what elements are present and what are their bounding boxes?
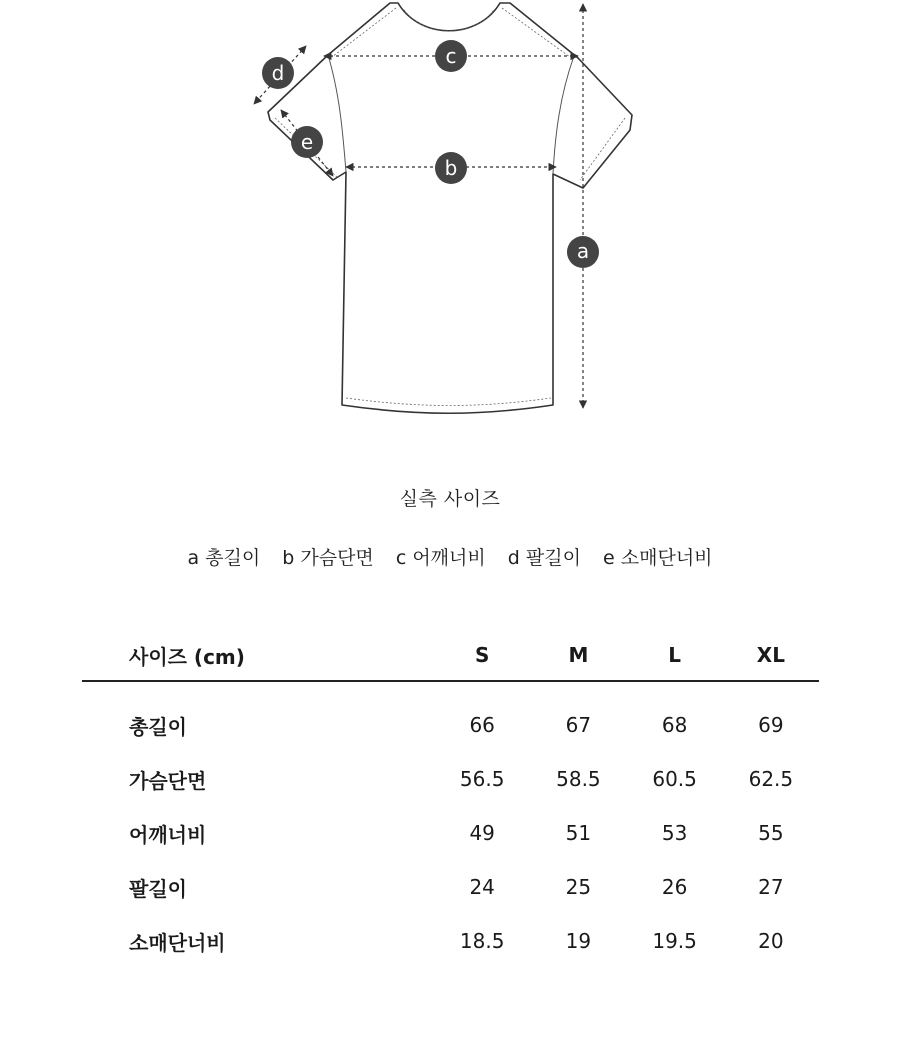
badge-c-label: c <box>445 44 457 68</box>
table-cell: 60.5 <box>652 767 697 791</box>
table-cell: 69 <box>758 713 784 737</box>
header-size-l: L <box>627 630 723 681</box>
badge-d-label: d <box>271 61 285 85</box>
table-cell: 55 <box>758 821 784 845</box>
table-cell: 67 <box>565 713 592 737</box>
row-label: 소매단너비 <box>129 930 226 955</box>
table-cell: 66 <box>469 713 495 737</box>
table-cell: 58.5 <box>556 767 601 791</box>
header-size-m: M <box>530 630 626 681</box>
legend-label: 소매단너비 <box>620 547 713 569</box>
row-label: 팔길이 <box>129 876 187 901</box>
table-row <box>82 681 819 752</box>
table-row <box>82 752 819 806</box>
table-row <box>82 914 819 968</box>
header-size-xl: XL <box>723 630 819 681</box>
table-cell: 19 <box>565 929 592 953</box>
table-cell: 18.5 <box>459 929 505 953</box>
table-cell: 20 <box>758 929 784 953</box>
row-label: 어깨너비 <box>129 822 207 847</box>
table-cell: 62.5 <box>748 767 794 791</box>
legend-label: 팔길이 <box>525 547 581 569</box>
table-header-row <box>82 630 819 681</box>
legend-label: 총길이 <box>205 547 261 569</box>
legend-key: b <box>282 547 295 569</box>
legend-label: 어깨너비 <box>412 547 486 569</box>
legend-item-d <box>508 547 581 569</box>
badge-a-label: a <box>576 239 590 263</box>
row-label: 총길이 <box>129 714 187 739</box>
legend-item-c <box>396 547 486 569</box>
row-label: 가슴단면 <box>129 768 207 793</box>
table-cell: 24 <box>469 875 495 899</box>
legend-key: a <box>187 547 200 569</box>
table-cell: 49 <box>469 821 495 845</box>
table-row <box>82 860 819 914</box>
legend-key: c <box>395 547 407 569</box>
legend-key: d <box>507 547 520 569</box>
legend-label: 가슴단면 <box>300 547 374 569</box>
table-cell: 27 <box>758 875 784 899</box>
size-table <box>82 630 819 968</box>
table-cell: 26 <box>661 875 688 899</box>
page-title: 실측 사이즈 <box>399 488 501 510</box>
header-size-cm: 사이즈 (cm) <box>82 630 434 681</box>
table-cell: 53 <box>661 821 688 845</box>
table-row <box>82 806 819 860</box>
measurement-legend <box>0 543 900 570</box>
table-cell: 25 <box>565 875 592 899</box>
tshirt-diagram <box>0 0 900 430</box>
legend-item-a <box>187 547 260 569</box>
header-size-s: S <box>434 630 530 681</box>
legend-item-e <box>603 547 713 569</box>
table-cell: 68 <box>661 713 688 737</box>
table-cell: 19.5 <box>652 929 697 953</box>
table-cell: 51 <box>565 821 592 845</box>
table-cell: 56.5 <box>459 767 505 791</box>
badge-e-label: e <box>300 130 314 154</box>
badge-b-label: b <box>444 156 458 180</box>
legend-item-b <box>282 547 374 569</box>
legend-key: e <box>603 547 615 569</box>
